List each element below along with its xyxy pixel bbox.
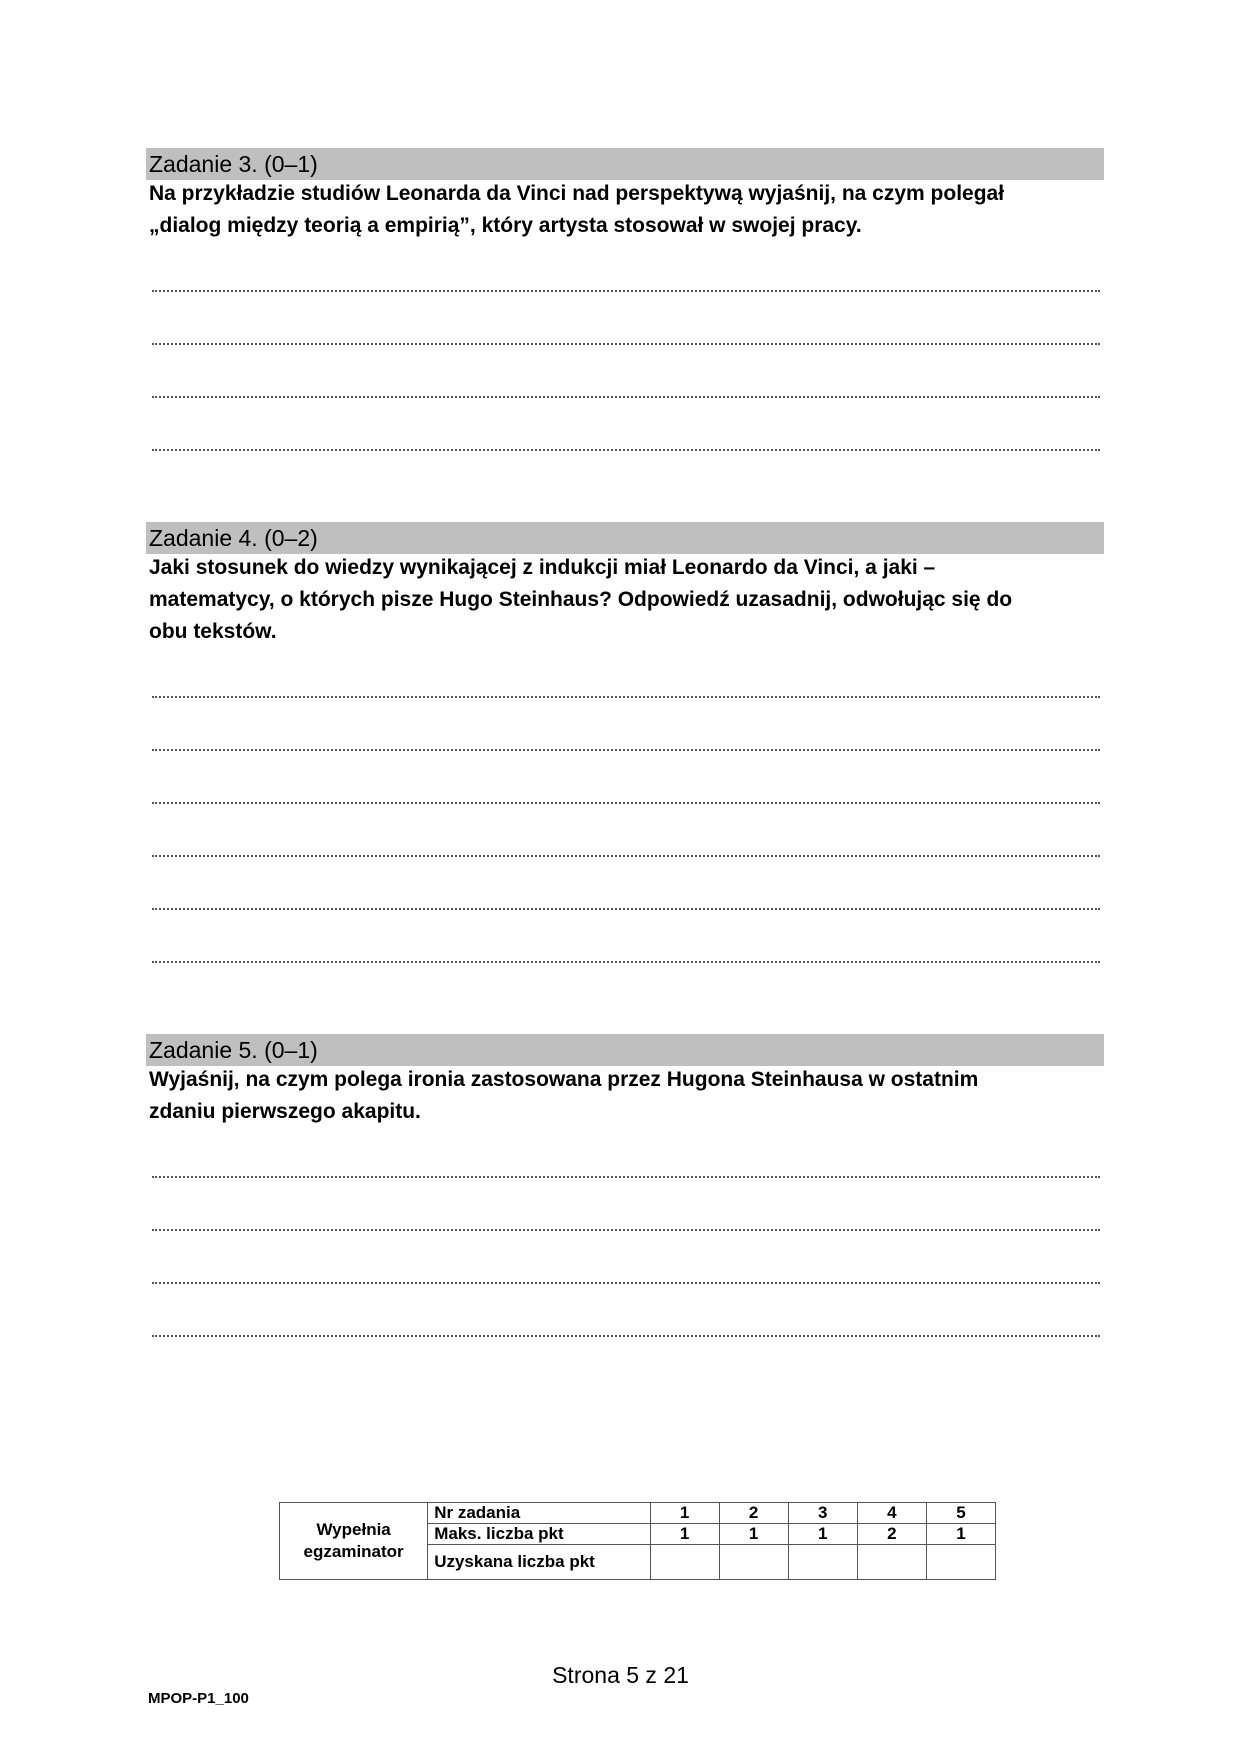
task-3-answer-line[interactable] <box>152 343 1100 345</box>
task-3-prompt-line: Na przykładzie studiów Leonarda da Vinci nad perspektywą wyjaśnij, na czym polegał <box>149 182 1005 205</box>
filler-label: egzaminator <box>303 1542 404 1561</box>
max-points-cell: 1 <box>926 1524 995 1545</box>
task-3-prompt-line: „dialog między teorią a empirią”, który artysta stosował w swojej pracy. <box>149 214 862 237</box>
task-3-answer-line[interactable] <box>152 290 1100 292</box>
score-row-task-numbers <box>280 1503 996 1524</box>
max-points-cell: 1 <box>788 1524 857 1545</box>
max-points-label: Maks. liczba pkt <box>428 1524 650 1545</box>
score-table <box>279 1502 996 1580</box>
task-5-prompt-line: zdaniu pierwszego akapitu. <box>149 1100 421 1123</box>
obtained-points-label: Uzyskana liczba pkt <box>428 1545 650 1580</box>
filler-cell <box>280 1503 428 1580</box>
task-3-answer-line[interactable] <box>152 396 1100 398</box>
task-5-header: Zadanie 5. (0–1) <box>146 1034 1104 1066</box>
filler-label: Wypełnia <box>316 1520 391 1539</box>
obtained-points-cell[interactable] <box>719 1545 788 1580</box>
task-4-prompt-line: matematycy, o których pisze Hugo Steinhaus? Odpowiedź uzasadnij, odwołując się do <box>149 588 1013 611</box>
document-code: MPOP-P1_100 <box>148 1690 249 1707</box>
task-number-cell: 4 <box>857 1503 926 1524</box>
task-5-answer-line[interactable] <box>152 1282 1100 1284</box>
task-4-prompt <box>149 552 1104 648</box>
task-5-answer-line[interactable] <box>152 1176 1100 1178</box>
task-4-answer-line[interactable] <box>152 802 1100 804</box>
task-4-answer-line[interactable] <box>152 855 1100 857</box>
task-4-prompt-line: obu tekstów. <box>149 620 277 643</box>
task-4-prompt-line: Jaki stosunek do wiedzy wynikającej z indukcji miał Leonardo da Vinci, a jaki – <box>149 556 936 579</box>
task-number-label: Nr zadania <box>428 1503 650 1524</box>
max-points-cell: 2 <box>857 1524 926 1545</box>
task-3-prompt <box>149 178 1104 242</box>
task-4-answer-line[interactable] <box>152 961 1100 963</box>
task-4-answer-line[interactable] <box>152 749 1100 751</box>
task-3-answer-line[interactable] <box>152 449 1100 451</box>
task-4-answer-line[interactable] <box>152 908 1100 910</box>
task-4-answer-line[interactable] <box>152 696 1100 698</box>
max-points-cell: 1 <box>719 1524 788 1545</box>
max-points-cell: 1 <box>650 1524 719 1545</box>
task-5-answer-line[interactable] <box>152 1335 1100 1337</box>
task-5-prompt <box>149 1064 1104 1128</box>
task-4-header: Zadanie 4. (0–2) <box>146 522 1104 554</box>
task-5-prompt-line: Wyjaśnij, na czym polega ironia zastosowana przez Hugona Steinhausa w ostatnim <box>149 1068 979 1091</box>
task-number-cell: 5 <box>926 1503 995 1524</box>
page-number: Strona 5 z 21 <box>552 1662 689 1688</box>
task-number-cell: 2 <box>719 1503 788 1524</box>
task-3-header: Zadanie 3. (0–1) <box>146 148 1104 180</box>
obtained-points-cell[interactable] <box>926 1545 995 1580</box>
task-5-answer-line[interactable] <box>152 1229 1100 1231</box>
obtained-points-cell[interactable] <box>788 1545 857 1580</box>
task-number-cell: 3 <box>788 1503 857 1524</box>
task-number-cell: 1 <box>650 1503 719 1524</box>
obtained-points-cell[interactable] <box>857 1545 926 1580</box>
obtained-points-cell[interactable] <box>650 1545 719 1580</box>
